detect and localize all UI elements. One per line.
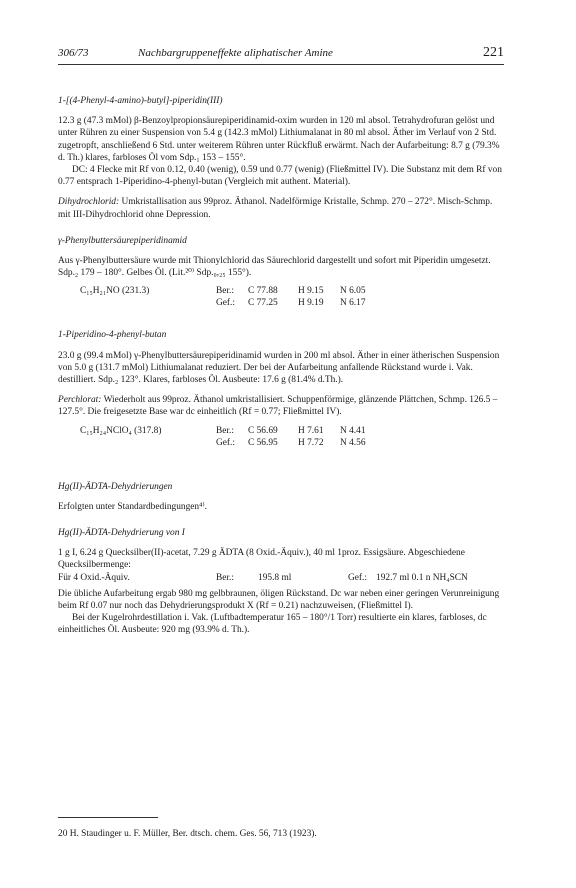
gef-n: N 4.56 [340,437,366,448]
s3-paragraph: 23.0 g (99.4 mMol) γ-Phenylbuttersäurepiperidinamid wurden in 200 ml absol. Äther in einer ätherischen Suspension von 5.0 g (131.7 mMol) Lithiumalanat reduziert. Der bei der Aufarbeitung anfallende Rückstand wurde i. Vak. destilliert. Sdp.₂ 123°. Klares, farbloses Öl. Ausbeute: 17.6 g (81.4% d.Th.). [58,350,500,386]
footnote-rule [58,817,158,818]
s1-paragraph: 12.3 g (47.3 mMol) β-Benzoylpropionsäurepiperidinamid-oxim wurden in 120 ml absol. Tetrahydrofuran gelöst und unter Rühren zu einer Suspension von 5.4 g (142.3 mMol) Lithiumalanat in 80 ml absol. Äther im Verlauf von 2 Std. zugetropft, anschließend 6 Std. unter weiterem Rühren unter Rückfluß erwärmt. Nach der Aufarbeitung: 8.7 g (79.3% d. Th.) klares, farbloses Öl vom Sdp.₁ 153 – 155°. [58,116,500,163]
s5-paragraph: 1 g I, 6.24 g Quecksilber(II)-acetat, 7.29 g ÄDTA (8 Oxid.-Äquiv.), 40 ml 1proz. Essigsäure. Abgeschiedene Quecksilbermenge: [58,548,465,571]
gef-value: 192.7 ml 0.1 n NH₄SCN [376,572,468,583]
ber-h: H 9.15 [298,286,324,297]
journal-issue: 306/73 [58,47,89,59]
s3-perchlorat [58,394,504,418]
mercury-row [58,572,504,584]
analysis-block-2 [58,285,504,315]
ber-n: N 4.41 [340,425,366,436]
perchlorat-text: Wiederholt aus 99proz. Äthanol umkristallisiert. Schuppenförmige, glänzende Plättchen, Schmp. 126.5 – 127.5°. Die freigesetzte Base war dc einheitlich (Rf = 0.77; Fließmittel IV). [58,395,498,418]
running-header [58,47,504,63]
perchlorat-label: Perchlorat: [58,395,102,406]
ber-c: C 77.88 [248,286,278,297]
gef-h: H 9.19 [298,298,324,309]
gef-h: H 7.72 [298,437,324,448]
dihydro-text: Umkristallisation aus 99proz. Äthanol. Nadelförmige Kristalle, Schmp. 270 – 272°. Misch-Schmp. mit III-Dihydrochlorid ohne Depression. [58,197,493,220]
formula-3: C₁₅H₂₄NClO₄ (317.8) [80,425,162,436]
page-number: 221 [483,45,504,60]
ber-label: Ber.: [216,425,234,436]
article-body [58,95,504,636]
section-heading-4: Hg(II)-ÄDTA-Dehydrierungen [58,481,173,492]
gef-label: Gef.: [216,437,236,448]
gef-label: Gef.: [348,572,368,583]
ber-value: 195.8 ml [258,572,292,583]
row-label: Für 4 Oxid.-Äquiv. [58,572,130,583]
gef-n: N 6.17 [340,298,366,309]
gef-c: C 77.25 [248,298,278,309]
ber-c: C 56.69 [248,425,278,436]
s5-paragraph-2: Die übliche Aufarbeitung ergab 980 mg gelbbraunen, öligen Rückstand. Dc war neben einer geringen Verunreinigung beim Rf 0.07 nur noch das Dehydrierungsprodukt X (Rf = 0.21) nachzuweisen, (Fließmittel I). [58,588,500,611]
running-title: Nachbargruppeneffekte aliphatischer Amine [138,47,333,59]
section-heading-3: 1-Piperidino-4-phenyl-butan [58,330,167,341]
section-heading-2: γ-Phenylbuttersäurepiperidinamid [58,235,187,246]
ber-label: Ber.: [216,286,234,297]
s4-paragraph: Erfolgten unter Standardbedingungen⁴⁾. [58,501,208,512]
s1-dc: DC: 4 Flecke mit Rf von 0.12, 0.40 (wenig), 0.59 und 0.77 (wenig) (Fließmittel IV). Die Substanz mit dem Rf von 0.77 entsprach 1-Piperidino-4-phenyl-butan (Vergleich mit authent. Material). [58,165,502,188]
gef-c: C 56.95 [248,437,278,448]
analysis-block-3 [58,425,504,455]
header-rule [58,64,504,65]
formula-2: C₁₅H₂₁NO (231.3) [80,286,150,297]
dihydro-label: Dihydrochlorid: [58,197,120,208]
gef-label: Gef.: [216,298,236,309]
s2-paragraph: Aus γ-Phenylbuttersäure wurde mit Thionylchlorid das Säurechlorid dargestellt und sofort mit Piperidin umgesetzt. Sdp.₂ 179 – 180°. Gelbes Öl. (Lit.²⁰⁾ Sdp.₀,₂₅ 155°). [58,256,491,279]
ber-n: N 6.05 [340,286,366,297]
footnote: 20 H. Staudinger u. F. Müller, Ber. dtsch. chem. Ges. 56, 713 (1923). [58,829,317,839]
ber-h: H 7.61 [298,425,324,436]
s5-paragraph-3: Bei der Kugelrohrdestillation i. Vak. (Luftbadtemperatur 165 – 180°/1 Torr) resultierte ein klares, farbloses, dc einheitliches Öl. Ausbeute: 920 mg (93.9% d. Th.). [58,613,487,636]
section-heading-1: 1-[(4-Phenyl-4-amino)-butyl]-piperidin(III) [58,96,223,106]
s1-dihydrochlorid [58,196,504,220]
section-heading-5: Hg(II)-ÄDTA-Dehydrierung von I [58,528,185,539]
ber-label: Ber.: [216,572,234,583]
